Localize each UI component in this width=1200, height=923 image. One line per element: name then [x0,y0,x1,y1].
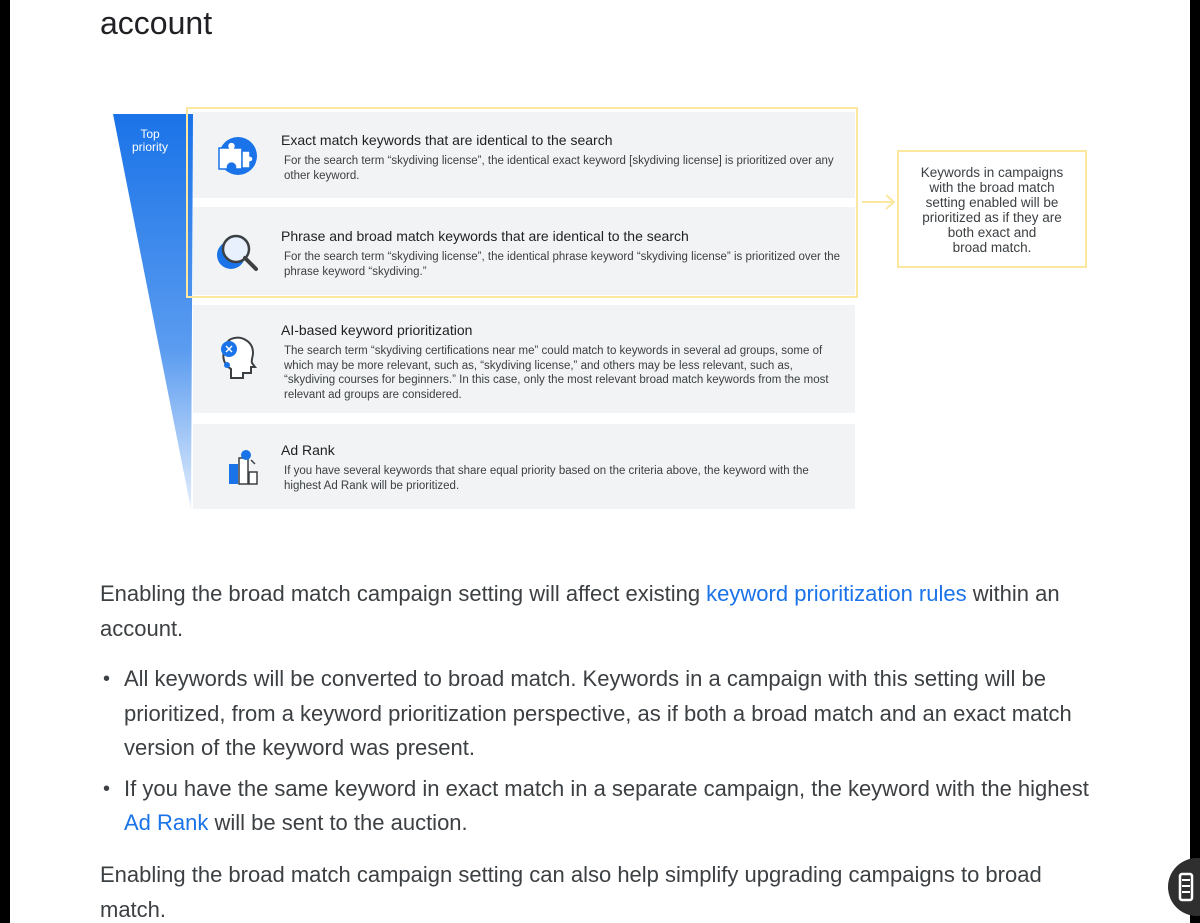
card-ad-rank [193,424,855,509]
bullet-dot-icon: • [103,777,111,800]
card-desc: The search term “skydiving certifications near me” could match to keywords in several ad groups, some of which may be more relevant, such as, “skydiving license,” and others may be less relevant, such as, “skydiving courses for beginners.” In this case, only the most relevant broad match keywords from the most relevant ad groups are considered. [284,345,829,401]
card-ai-prioritization [193,305,855,413]
top-priority-label: Top priority [131,127,168,154]
list-item: • All keywords will be converted to broad match. Keywords in a campaign with this setting will be prioritized, from a keyword prioritization perspective, as if both a broad match and an exact match version of the keyword was present. [100,662,1100,766]
bullet-list [100,662,1100,847]
card-title: Exact match keywords that are identical to the search [281,132,613,148]
list-item: • If you have the same keyword in exact match in a separate campaign, the keyword with the highest Ad Rank will be sent to the auction. [100,772,1100,841]
reader-mode-button[interactable] [1168,858,1200,916]
ad-rank-link[interactable]: Ad Rank [124,810,209,835]
card-desc: If you have several keywords that share equal priority based on the criteria above, the keyword with the highest Ad Rank will be prioritized. [284,465,809,492]
closing-paragraph: Enabling the broad match campaign setting can also help simplify upgrading campaigns to broad match. [100,862,1042,922]
card-title: Phrase and broad match keywords that are identical to the search [281,228,689,244]
ad-rank-icon [213,448,263,488]
ai-head-icon [213,333,263,381]
priority-triangle [113,114,193,514]
page-heading: account [100,5,213,41]
page [10,0,1190,923]
card-desc: For the search term “skydiving license”, the identical exact keyword [skydiving license] is prioritized over any other keyword. [284,155,834,182]
reader-icon [1168,858,1200,916]
card-title: AI-based keyword prioritization [281,322,473,338]
broad-match-note: Keywords in campaigns with the broad match setting enabled will be prioritized as if they are both exact and broad match. [897,150,1087,268]
bullet-dot-icon: • [103,668,111,690]
intro-paragraph: Enabling the broad match campaign setting will affect existing keyword prioritization rules within an account. [100,581,1060,641]
keyword-prioritization-rules-link[interactable]: keyword prioritization rules [706,581,967,606]
card-desc: For the search term “skydiving license”, the identical phrase keyword “skydiving license” is prioritized over the phrase keyword “skydiving.” [284,251,841,278]
exact-phrase-highlight-box [186,107,858,298]
arrow-right-icon [860,190,898,214]
card-title: Ad Rank [281,442,335,458]
